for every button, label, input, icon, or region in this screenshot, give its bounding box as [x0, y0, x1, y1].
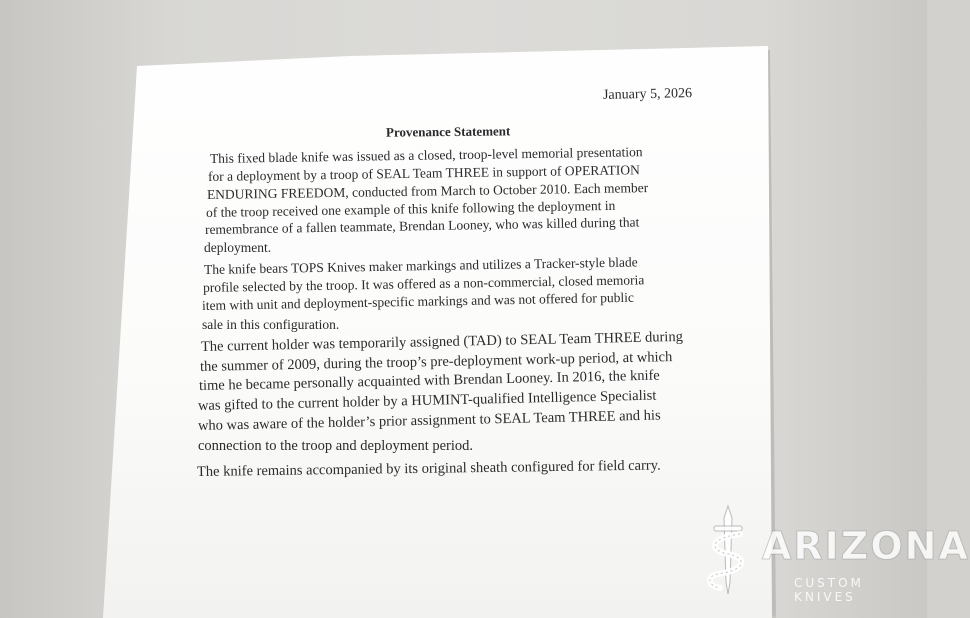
body-line: item with unit and deployment-specific markings and was not offered for public: [201, 289, 635, 313]
arizona-custom-knives-watermark: [696, 504, 970, 604]
body-line: ENDURING FREEDOM, conducted from March to October 2010. Each member: [206, 180, 649, 202]
body-line: profile selected by the troop. It was offered as a non-commercial, closed memoria: [202, 272, 645, 295]
body-line: This fixed blade knife was issued as a closed, troop-level memorial presentation: [209, 144, 643, 166]
letter-date: January 5, 2026: [602, 86, 693, 103]
body-line: deployment.: [204, 240, 272, 255]
body-line: who was aware of the holder’s prior assignment to SEAL Team THREE and his: [197, 407, 661, 434]
body-line: remembrance of a fallen teammate, Brendan Looney, who was killed during that: [204, 214, 640, 237]
body-line: The knife remains accompanied by its original sheath configured for field carry.: [196, 457, 661, 480]
body-line: time he became personally acquainted with Brendan Looney. In 2016, the knife: [198, 367, 660, 394]
body-line: sale in this configuration.: [202, 317, 340, 332]
watermark-name: ARIZONA: [762, 524, 970, 568]
body-line: The current holder was temporarily assigned (TAD) to SEAL Team THREE during: [200, 328, 684, 355]
body-line: was gifted to the current holder by a HUMINT-qualified Intelligence Specialist: [197, 387, 657, 414]
letter-heading: Provenance Statement: [385, 123, 511, 140]
body-line: connection to the troop and deployment period.: [198, 438, 474, 454]
watermark-subtitle: CUSTOM KNIVES: [794, 576, 864, 604]
body-line: The knife bears TOPS Knives maker markings and utilizes a Tracker-style blade: [203, 254, 638, 277]
body-line: for a deployment by a troop of SEAL Team THREE in support of OPERATION: [207, 162, 640, 184]
body-line: of the troop received one example of this knife following the deployment in: [205, 197, 616, 220]
body-line: the summer of 2009, during the troop’s pre-deployment work-up period, at which: [199, 349, 673, 375]
snake-dagger-icon: [696, 504, 760, 596]
